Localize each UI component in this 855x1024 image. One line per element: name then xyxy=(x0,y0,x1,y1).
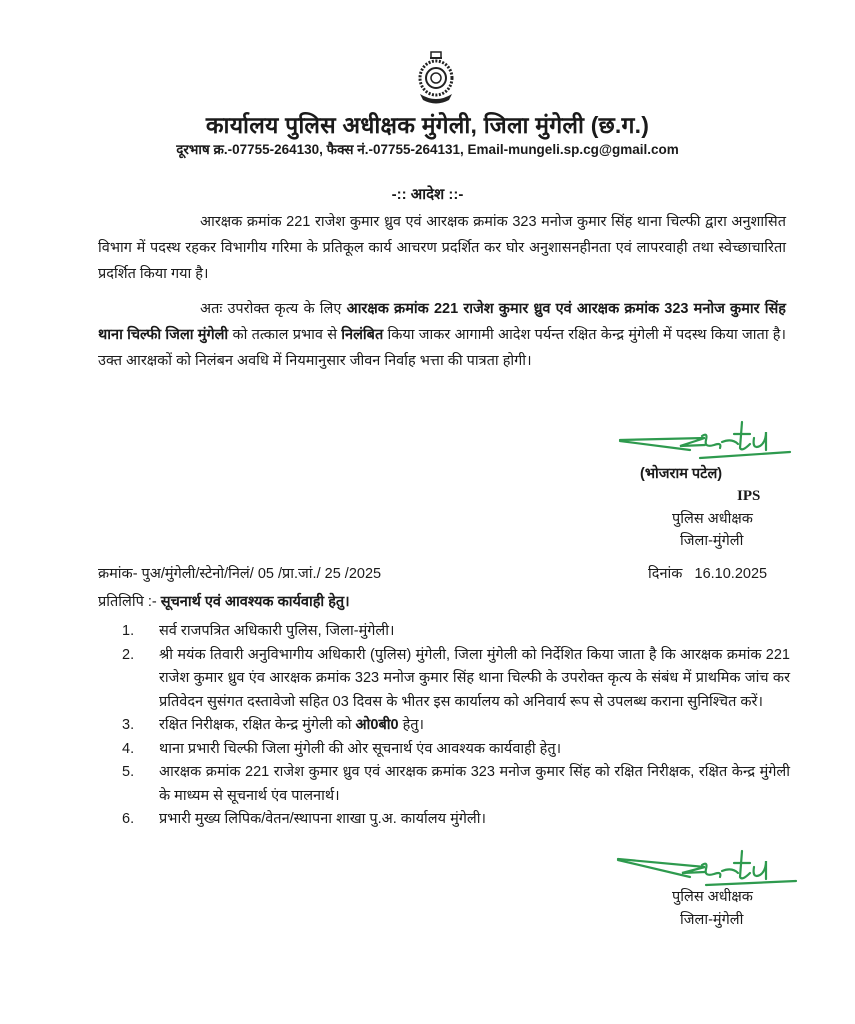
list-item xyxy=(122,714,790,738)
list-number: 4. xyxy=(122,740,135,757)
list-item xyxy=(122,620,790,644)
list-number: 5. xyxy=(122,764,135,780)
list-text xyxy=(159,714,790,738)
order-paragraph-2 xyxy=(98,296,786,374)
list-text-start: रक्षित निरीक्षक, रक्षित केन्द्र मुंगेली को xyxy=(159,717,356,733)
list-item xyxy=(122,808,790,832)
signatory-service: IPS xyxy=(737,488,761,504)
order-paragraph-1-text: आरक्षक क्रमांक 221 राजेश कुमार ध्रुव एवं आरक्षक क्रमांक 323 मनोज कुमार सिंह थाना चिल्फी द्वारा अनुशासित विभाग में पदस्थ रहकर विभागीय गरिमा के प्रतिकूल कार्य आचरण प्रदर्शित कर घोर अनुशासनहीनता एवं लापरवाही तथा स्वेच्छाचारिता प्रदर्शित किया गया है। xyxy=(98,214,786,282)
order-paragraph-1 xyxy=(98,209,786,287)
signatory-designation: पुलिस अधीक्षक xyxy=(672,889,753,905)
list-item xyxy=(122,761,790,808)
copy-to-label: प्रतिलिपि :- xyxy=(98,594,161,610)
copy-to-heading xyxy=(98,591,350,611)
list-number: 1. xyxy=(122,623,135,639)
date-label: दिनांक xyxy=(648,566,683,582)
list-number: 2. xyxy=(122,646,135,663)
list-item xyxy=(122,644,790,715)
para2-start: अतः उपरोक्त कृत्य के लिए xyxy=(200,301,347,317)
signatory-district: जिला-मुंगेली xyxy=(680,912,744,928)
reference-number: क्रमांक- पुअ/मुंगेली/स्टेनो/निलं/ 05 /प्रा.जां./ 25 /2025 xyxy=(98,566,382,582)
signatory-designation: पुलिस अधीक्षक xyxy=(672,511,753,527)
copy-to-purpose: सूचनार्थ एवं आवश्यक कार्यवाही हेतु। xyxy=(160,594,350,610)
list-text: सर्व राजपत्रित अधिकारी पुलिस, जिला-मुंगेली। xyxy=(159,623,395,639)
para2-suspended: निलंबित xyxy=(341,327,384,343)
list-number: 3. xyxy=(122,717,135,733)
police-emblem-icon xyxy=(416,50,456,106)
list-text-bold: ओ0बी0 xyxy=(355,717,399,733)
date-value: 16.10.2025 xyxy=(694,566,768,582)
list-text: थाना प्रभारी चिल्फी जिला मुंगेली की ओर सूचनार्थ एंव आवश्यक कार्यवाही हेतु। xyxy=(159,740,562,757)
contact-line: दूरभाष क्र.-07755-264130, फैक्स नं.-07755-264131, Email-mungeli.sp.cg@gmail.com xyxy=(176,142,679,157)
list-number: 6. xyxy=(122,811,135,827)
list-text: आरक्षक क्रमांक 221 राजेश कुमार ध्रुव एवं आरक्षक क्रमांक 323 मनोज कुमार सिंह को रक्षित निरीक्षक, रक्षित केन्द्र मुंगेली के माध्यम से सूचनार्थ एंव पालनार्थ। xyxy=(159,764,790,804)
signature-icon xyxy=(610,412,800,467)
order-heading: -:: आदेश ::- xyxy=(391,186,464,203)
para2-mid: को तत्काल प्रभाव से xyxy=(228,327,342,343)
list-item xyxy=(122,738,790,762)
list-text-end: हेतु। xyxy=(398,717,425,733)
office-title: कार्यालय पुलिस अधीक्षक मुंगेली, जिला मुंगेली (छ.ग.) xyxy=(205,112,650,138)
list-text: श्री मयंक तिवारी अनुविभागीय अधिकारी (पुलिस) मुंगेली, जिला मुंगेली को निर्देशित किया जाता है कि आरक्षक क्रमांक 221 राजेश कुमार ध्रुव एंव आरक्षक क्रमांक 323 मनोज कुमार सिंह थाना चिल्फी के उपरोक्त कृत्य के संबंध में प्राथमिक जांच कर प्रतिवेदन सुसंगत दस्तावेजो सहित 03 दिवस के भीतर इस कार्यालय को अनिवार्य रूप से उपलब्ध कराना सुनिश्चित करें। xyxy=(159,646,790,710)
signatory-name: (भोजराम पटेल) xyxy=(640,466,723,482)
para2-suspended-names: आरक्षक क्रमांक 221 राजेश कुमार ध्रुव एवं आरक्षक क्रमांक 323 मनोज कुमार सिंह थाना चिल्फी जिला मुंगेली xyxy=(98,301,786,343)
para2-end: किया जाकर आगामी आदेश पर्यन्त रक्षित केन्द्र मुंगेली में पदस्थ किया जाता है। उक्त आरक्षकों को निलंबन अवधि में नियमानुसार जीवन निर्वाह भत्ता की पात्रता होगी। xyxy=(98,327,787,369)
signatory-district: जिला-मुंगेली xyxy=(680,533,744,549)
reference-date xyxy=(648,563,767,583)
list-text: प्रभारी मुख्य लिपिक/वेतन/स्थापना शाखा पु.अ. कार्यालय मुंगेली। xyxy=(159,811,486,827)
distribution-list xyxy=(122,620,790,832)
